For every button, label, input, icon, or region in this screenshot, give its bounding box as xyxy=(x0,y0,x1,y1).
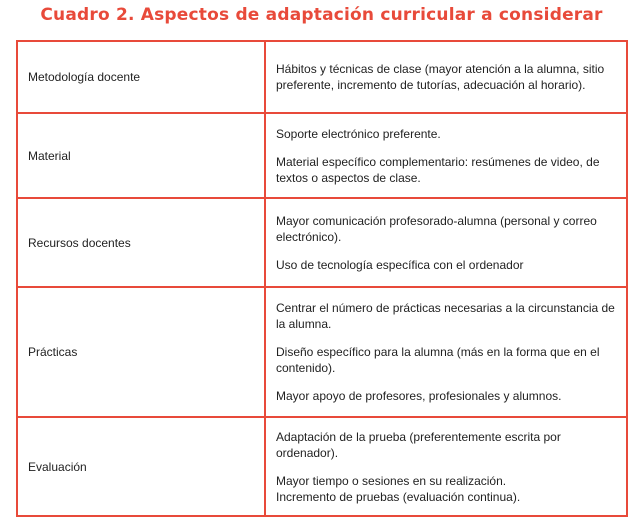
row-paragraph: Mayor tiempo o sesiones en su realización. xyxy=(276,473,507,488)
row-label: Metodología docente xyxy=(17,41,265,113)
table-row xyxy=(17,113,627,198)
row-paragraph: Mayor apoyo de profesores, profesionales y alumnos. xyxy=(276,389,562,403)
row-paragraph: Hábitos y técnicas de clase (mayor atención a la alumna, sitio preferente, incremento de tutorías, adecuación al horario). xyxy=(276,62,605,92)
row-label: Material xyxy=(17,113,265,198)
row-paragraph: Uso de tecnología específica con el ordenador xyxy=(276,257,524,272)
row-paragraph: Incremento de pruebas (evaluación continua). xyxy=(276,489,521,504)
row-paragraph: Mayor comunicación profesorado-alumna (personal y correo electrónico). xyxy=(276,213,597,244)
row-paragraph: Adaptación de la prueba (preferentemente escrita por ordenador). xyxy=(276,429,561,460)
row-paragraph: Diseño específico para la alumna (más en la forma que en el contenido). xyxy=(276,345,600,375)
row-content xyxy=(265,417,627,516)
row-label: Prácticas xyxy=(17,287,265,417)
table-row xyxy=(17,198,627,287)
table-row xyxy=(17,41,627,113)
row-paragraph: Centrar el número de prácticas necesarias a la circunstancia de la alumna. xyxy=(276,301,615,331)
row-content xyxy=(265,113,627,198)
row-content xyxy=(265,41,627,113)
table-row xyxy=(17,287,627,417)
row-paragraph: Soporte electrónico preferente. xyxy=(276,126,441,141)
row-content xyxy=(265,198,627,287)
curricular-adaptation-table xyxy=(16,40,628,517)
page-title: Cuadro 2. Aspectos de adaptación curricular a considerar xyxy=(40,5,603,25)
row-content xyxy=(265,287,627,417)
row-paragraph: Material específico complementario: resúmenes de video, de textos o aspectos de clase. xyxy=(276,154,600,185)
row-label: Evaluación xyxy=(17,417,265,516)
table-row xyxy=(17,417,627,516)
row-label: Recursos docentes xyxy=(17,198,265,287)
